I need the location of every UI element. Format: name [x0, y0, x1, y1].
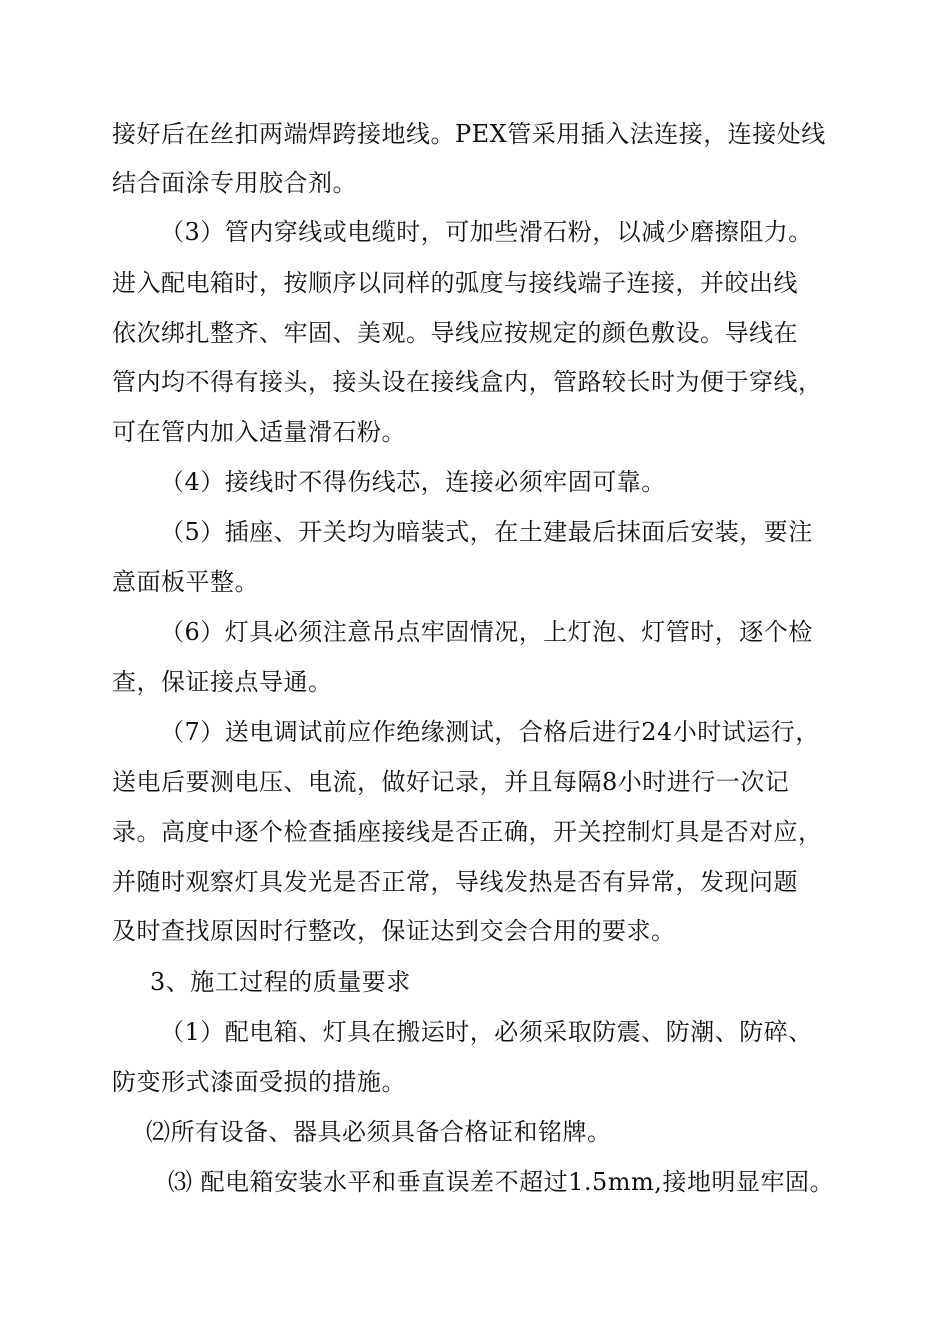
text-line-2: 结合面涂专用胶合剂。 — [112, 169, 357, 197]
text-line-22: ⑶ 配电箱安装水平和垂直误差不超过1.5mm,接地明显牢固。 — [168, 1168, 834, 1196]
text-line-4: 进入配电箱时，按顺序以同样的弧度与接线端子连接，并皎出线 — [112, 269, 798, 297]
text-line-17: 及时查找原因时行整改，保证达到交会合用的要求。 — [112, 917, 676, 945]
text-line-1: 接好后在丝扣两端焊跨接地线。PEX管采用插入法连接，连接处线 — [112, 120, 826, 148]
text-line-7: 可在管内加入适量滑石粉。 — [112, 418, 406, 446]
text-line-10: 意面板平整。 — [112, 568, 259, 596]
text-line-6: 管内均不得有接头，接头设在接线盒内，管路较长时为便于穿线， — [112, 368, 823, 396]
text-line-8: （4）接线时不得伤线芯，连接必须牢固可靠。 — [160, 468, 666, 496]
text-line-16: 并随时观察灯具发光是否正常，导线发热是否有异常，发现问题 — [112, 868, 798, 896]
text-line-3: （3）管内穿线或电缆时，可加些滑石粉，以减少磨擦阻力。 — [160, 218, 813, 246]
section-heading: 3、施工过程的质量要求 — [150, 968, 411, 996]
text-line-5: 依次绑扎整齐、牢固、美观。导线应按规定的颜色敷设。导线在 — [112, 319, 798, 347]
text-line-15: 录。高度中逐个检查插座接线是否正确，开关控制灯具是否对应， — [112, 818, 823, 846]
text-line-14: 送电后要测电压、电流，做好记录，并且每隔8小时进行一次记 — [112, 768, 790, 796]
text-line-13: （7）送电调试前应作绝缘测试，合格后进行24小时试运行， — [160, 718, 820, 746]
text-line-12: 查，保证接点导通。 — [112, 668, 333, 696]
text-line-11: （6）灯具必须注意吊点牢固情况，上灯泡、灯管时，逐个检 — [160, 618, 813, 646]
text-line-21: ⑵所有设备、器具必须具备合格证和铭牌。 — [146, 1118, 612, 1146]
text-line-9: （5）插座、开关均为暗装式，在土建最后抹面后安装，要注 — [160, 518, 813, 546]
text-line-19: （1）配电箱、灯具在搬运时，必须采取防震、防潮、防碎、 — [160, 1018, 813, 1046]
text-line-20: 防变形式漆面受损的措施。 — [112, 1068, 406, 1096]
